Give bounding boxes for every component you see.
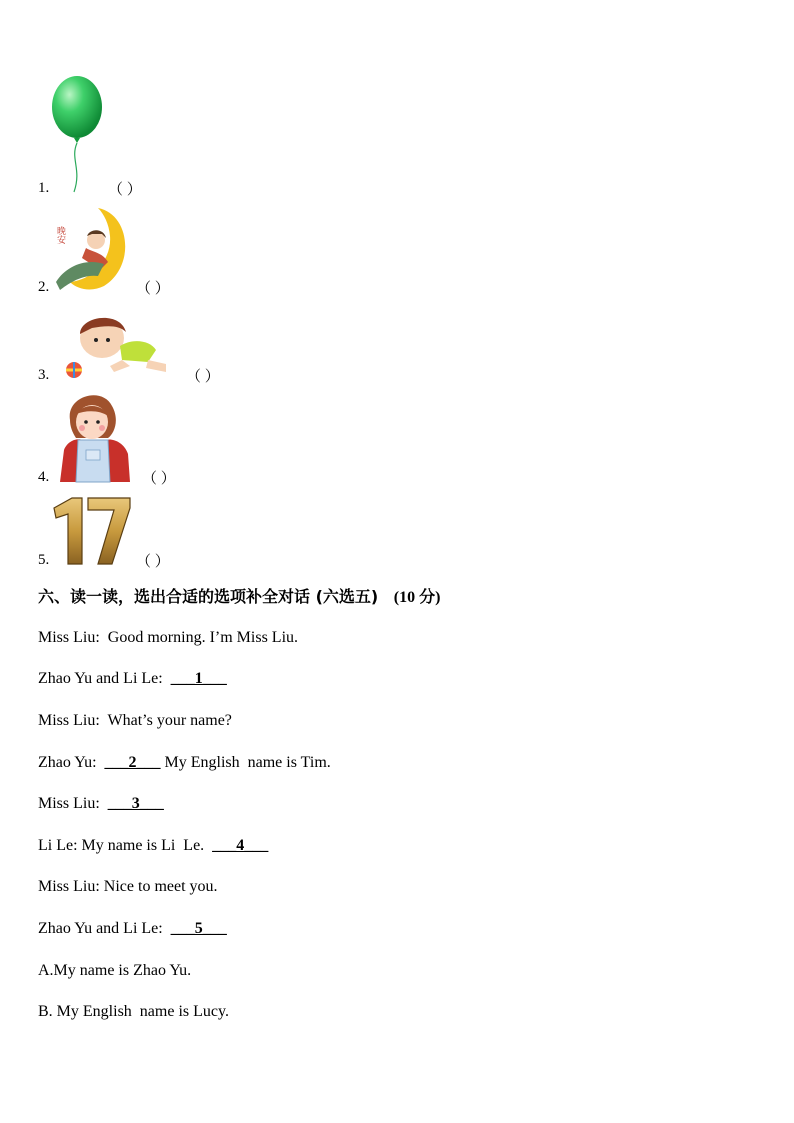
section-heading: [38, 584, 440, 607]
dialogue-line-2: Zhao Yu and Li Le: ___1___: [38, 670, 227, 687]
number-17-icon: [50, 494, 132, 566]
item-3-number: 3.: [38, 367, 50, 383]
dialogue-line-7: Miss Liu: Nice to meet you.: [38, 878, 218, 895]
dialogue-line-1: Miss Liu: Good morning. I’m Miss Liu.: [38, 629, 299, 646]
moon-caption: 晚安: [55, 226, 65, 244]
section-score: (10 分): [393, 589, 441, 606]
blank-1: ___1___: [170, 670, 227, 687]
blank-3: ___3___: [107, 795, 164, 812]
moon-girl-icon: [52, 204, 132, 292]
option-b: B. My English name is Lucy.: [38, 1003, 229, 1020]
dialogue-line-8: Zhao Yu and Li Le: ___5___: [38, 920, 227, 937]
item-2-number: 2.: [38, 279, 50, 295]
item-3-answer-parens: （ ）: [186, 369, 220, 385]
item-4-answer-parens: （ ）: [142, 471, 176, 487]
dialogue-line-5: Miss Liu: ___3___: [38, 795, 164, 812]
item-4-number: 4.: [38, 469, 50, 485]
blank-5: ___5___: [170, 920, 227, 937]
balloon-icon: [50, 74, 104, 194]
dialogue-line-4: Zhao Yu: ___2___ My English name is Tim.: [38, 754, 331, 771]
blank-4: ___4___: [212, 837, 269, 854]
item-5-number: 5.: [38, 552, 50, 568]
section-title: 六、读一读，选出合适的选项补全对话 (六选五): [38, 587, 379, 606]
dialogue-line-3: Miss Liu: What’s your name?: [38, 712, 232, 729]
blank-2: ___2___: [104, 754, 161, 771]
baby-ball-icon: [62, 310, 172, 382]
option-a: A.My name is Zhao Yu.: [38, 962, 192, 979]
item-1-answer-parens: （ ）: [108, 182, 142, 198]
girl-icon: [56, 390, 134, 484]
item-5-answer-parens: （ ）: [136, 554, 170, 570]
item-1-number: 1.: [38, 180, 50, 196]
dialogue-line-6: Li Le: My name is Li Le. ___4___: [38, 837, 269, 854]
item-2-answer-parens: （ ）: [136, 281, 170, 297]
